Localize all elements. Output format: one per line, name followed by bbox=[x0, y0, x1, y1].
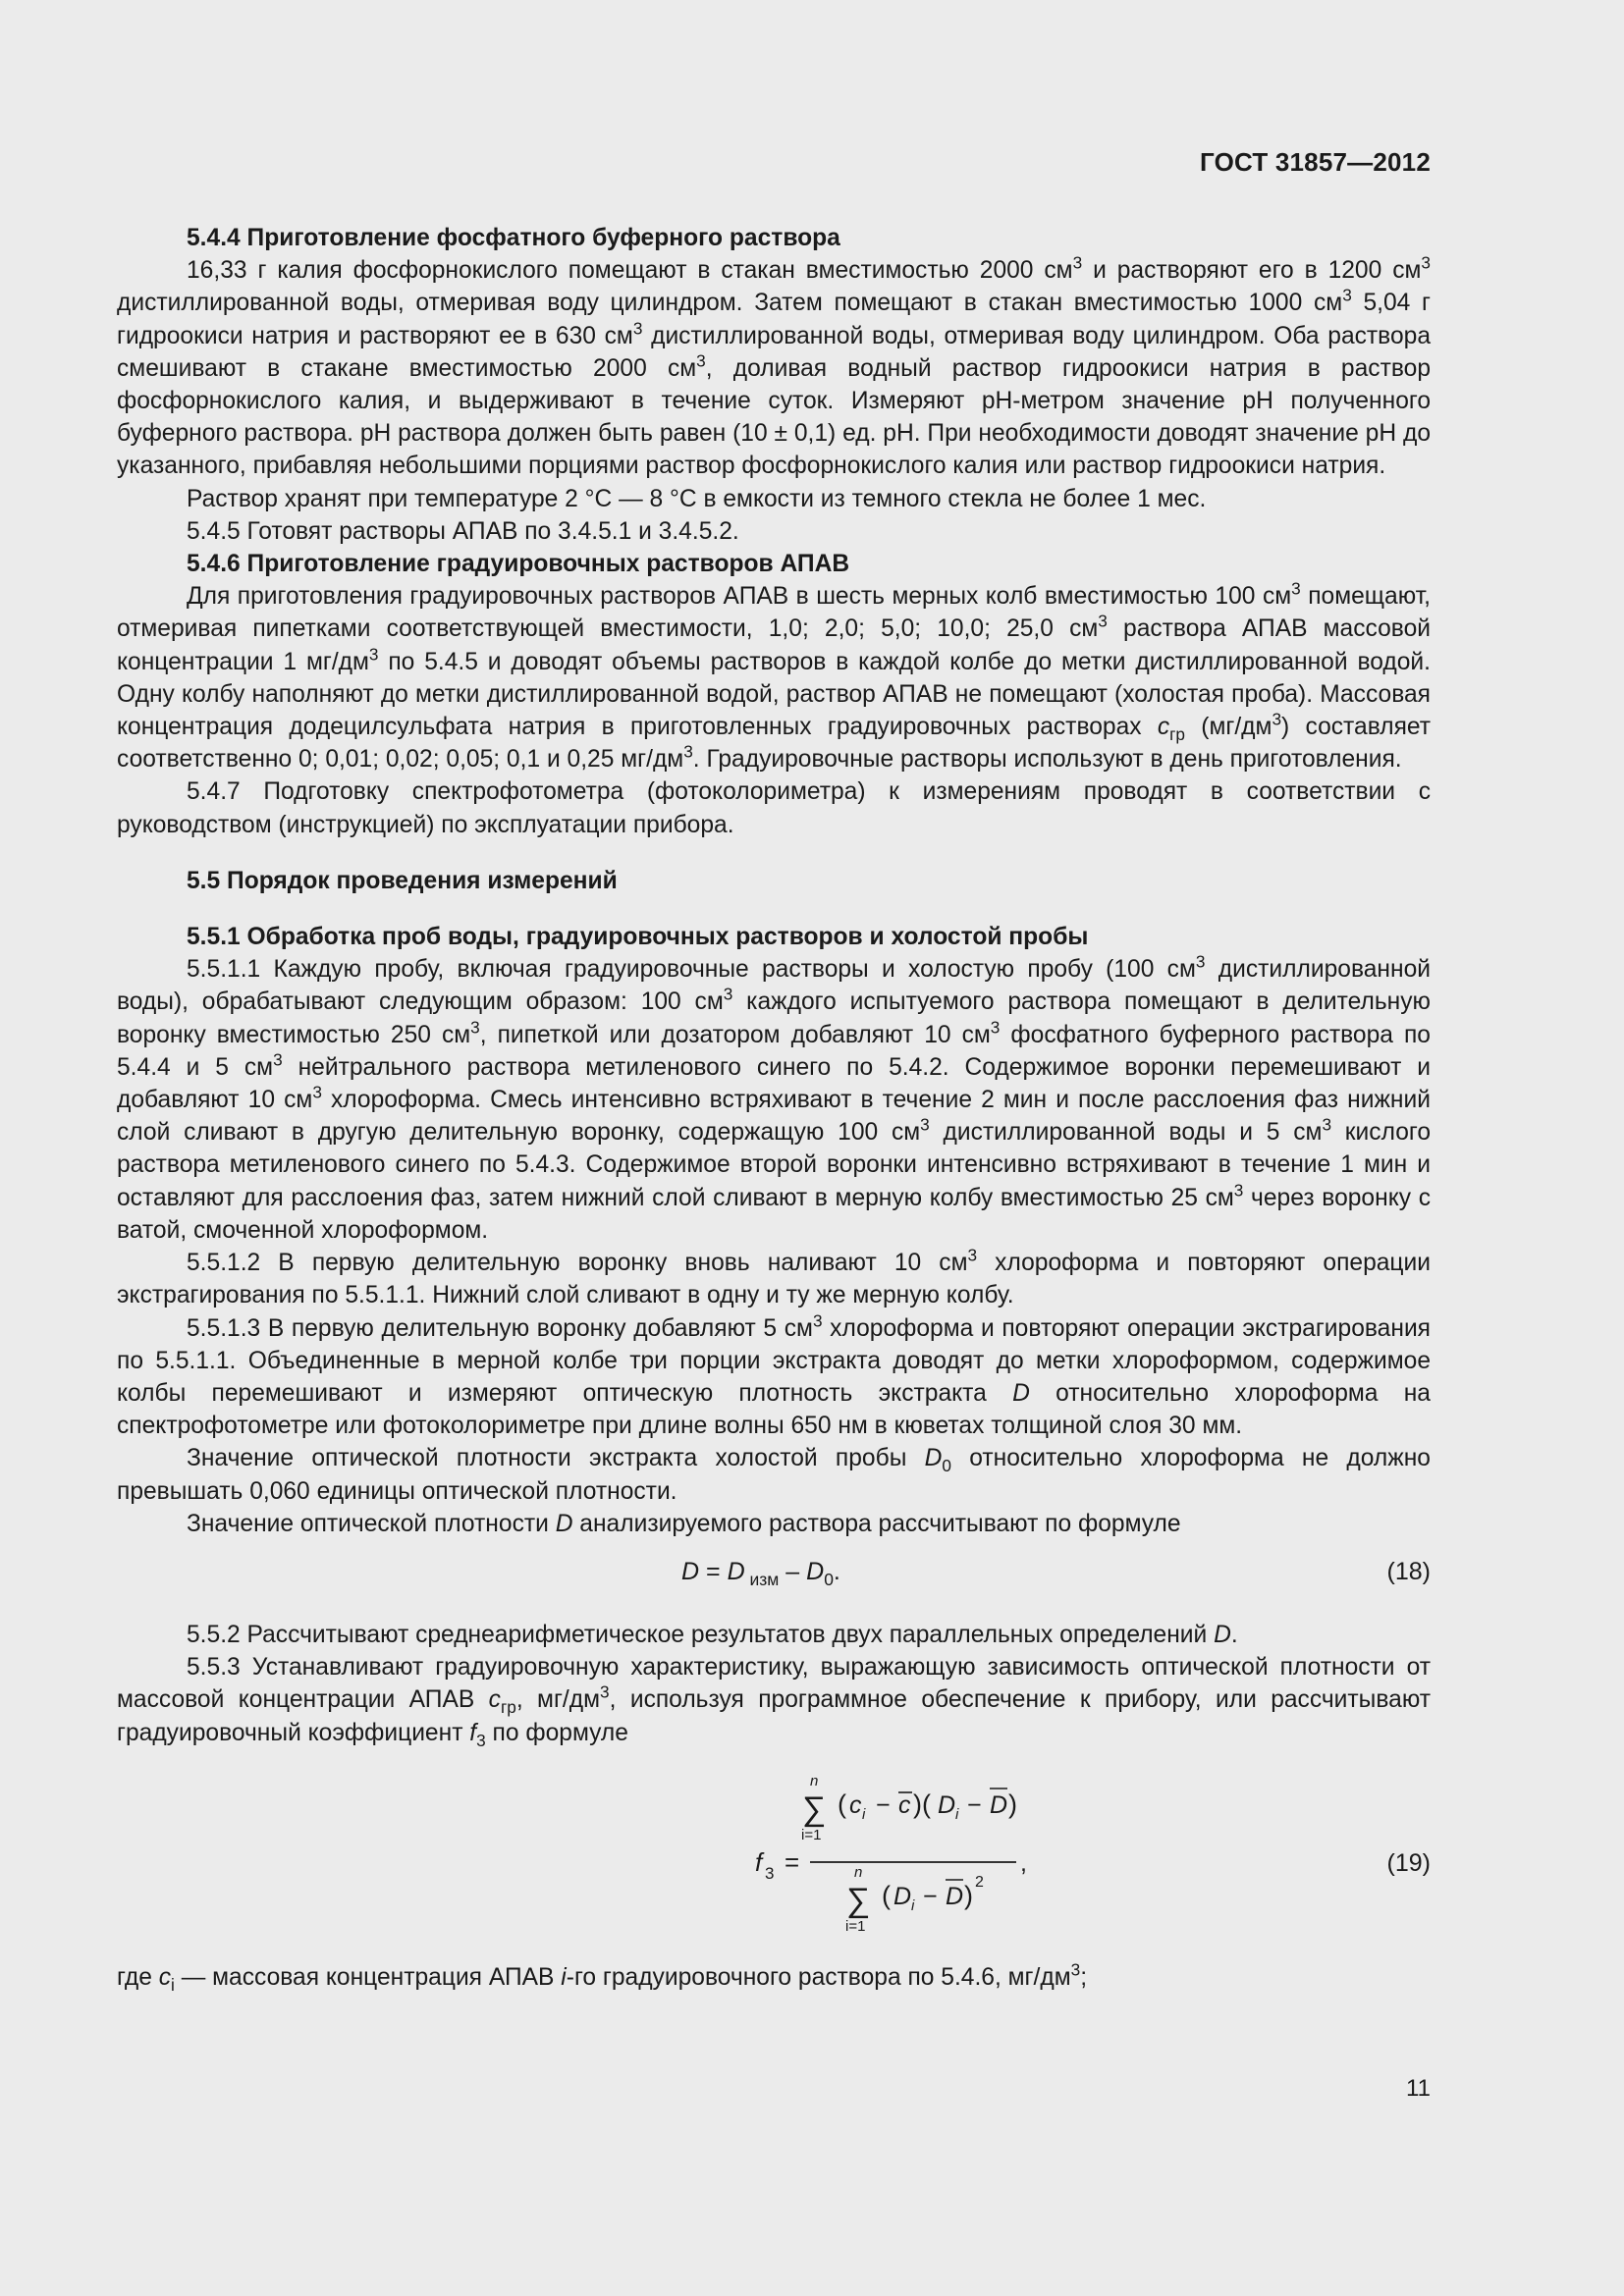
paragraph-5-4-5: 5.4.5 Готовят растворы АПАВ по 3.4.5.1 и 3.4.5.2. bbox=[187, 517, 739, 545]
paragraph-optical-density-intro: Значение оптической плотности D анализируемого раствора рассчитывают по формуле bbox=[187, 1510, 1181, 1537]
formula-19-num-mid: )( bbox=[913, 1789, 931, 1819]
formula-19-den-upper-limit: n bbox=[854, 1863, 863, 1881]
formula-19-den-Di-sub: i bbox=[911, 1896, 915, 1914]
formula-19-den-Dbar: D bbox=[946, 1882, 964, 1910]
formula-19-comma: , bbox=[1020, 1848, 1027, 1877]
paragraph-where-ci: где $c_i$ — массовая концентрация АПАВ i-го градуировочного раствора по 5.4.6, $мг/дм^3$; bbox=[117, 1959, 1088, 1995]
formula-19-num-minus2: − bbox=[967, 1790, 982, 1819]
formula-19-den-Di: D bbox=[893, 1882, 912, 1910]
formula-19-num-Di-sub: i bbox=[955, 1805, 959, 1823]
formula-19-num-upper-limit: n bbox=[810, 1772, 819, 1789]
paragraph-5-4-4-2: Раствор хранят при температуре 2 °C — 8 °C в емкости из темного стекла не более 1 мес. bbox=[187, 485, 1207, 512]
paragraph-blank-sample-limit: Значение оптической плотности экстракта холостой пробы $D_0$ относительно хлороформа не должно превышать 0,060 единицы оптической плотности. bbox=[117, 1445, 1431, 1505]
formula-18-number: (18) bbox=[1386, 1557, 1431, 1585]
formula-19-den-exponent: 2 bbox=[975, 1873, 984, 1891]
formula-19-den-minus: − bbox=[923, 1882, 938, 1910]
formula-19-num-sigma: ∑ bbox=[802, 1789, 827, 1828]
paragraph-5-5-2: 5.5.2 Рассчитывают среднеарифметическое результатов двух параллельных определений D. bbox=[187, 1621, 1238, 1648]
formula-19-number: (19) bbox=[1386, 1848, 1431, 1877]
document-body bbox=[117, 222, 1431, 1994]
formula-19-lhs: f bbox=[755, 1846, 763, 1877]
formula-19-num-lower-limit: i=1 bbox=[801, 1826, 822, 1843]
paragraph-5-4-6: Для приготовления градуировочных растворов АПАВ в шесть мерных колб вместимостью 100 $см^3$ помещают, отмеривая пипетками соответствующей вместимости, 1,0; 2,0; 5,0; 10,0; 25,0 $см^3$ раствора АПАВ массовой концентрации 1 $мг/дм^3$ по 5.4.5 и доводят объемы растворов в каждой колбе до метки дистиллированной водой. Одну колбу наполняют до метки дистиллированной водой, раствор АПАВ не помещают (холостая проба). Массовая концентрация додецилсульфата натрия в приготовленных градуировочных растворах $c_{гр}$ $(мг/дм^3)$ составляет соответственно 0; 0,01; 0,02; 0,05; 0,1 и 0,25 $мг/дм^3$. Градуировочные растворы используют в день приготовления. bbox=[117, 578, 1432, 774]
formula-19-num-minus1: − bbox=[876, 1790, 891, 1819]
paragraph-5-4-4-1: 16,33 г калия фосфорнокислого помещают в стакан вместимостью 2000 $см^3$ и растворяют его в 1200 $см^3$ дистиллированной воды, отмеривая воду цилиндром. Затем помещают в стакан вместимостью 1000 $см^3$ 5,04 г гидроокиси натрия и растворяют ее в 630 $см^3$ дистиллированной воды, отмеривая воду цилиндром. Оба раствора смешивают в стакане вместимостью 2000 $см^3$, доливая водный раствор гидроокиси натрия в раствор фосфорнокислого калия, и выдерживают в течение суток. Измеряют pH-метром значение pH полученного буферного раствора. pH раствора должен быть равен (10 ± 0,1) ед. pH. При необходимости доводят значение pH до указанного, прибавляя небольшими порциями раствор фосфорнокислого калия или раствор гидроокиси натрия. bbox=[117, 252, 1431, 480]
formula-19-num-Dbar: D bbox=[990, 1790, 1008, 1819]
section-heading-5-5: 5.5 Порядок проведения измерений bbox=[187, 867, 618, 894]
formula-19-num-ci: c bbox=[849, 1790, 862, 1819]
formula-19 bbox=[117, 1769, 1431, 1955]
paragraph-5-5-1-2: 5.5.1.2 В первую делительную воронку вновь наливают 10 $см^3$ хлороформа и повторяют операции экстрагирования по 5.5.1.1. Нижний слой сливают в одну и ту же мерную колбу. bbox=[117, 1245, 1431, 1309]
formula-19-num-open: ( bbox=[838, 1789, 846, 1819]
formula-18 bbox=[117, 1548, 1431, 1615]
formula-19-equals: = bbox=[785, 1846, 800, 1877]
formula-19-num-ci-sub: i bbox=[862, 1805, 866, 1823]
formula-19-num-cbar: c bbox=[898, 1790, 911, 1819]
formula-19-den-sigma: ∑ bbox=[846, 1881, 871, 1919]
formula-19-den-lower-limit: i=1 bbox=[845, 1917, 866, 1935]
page-number: 11 bbox=[1406, 2075, 1431, 2102]
paragraph-5-4-7: 5.4.7 Подготовку спектрофотометра (фотоколориметра) к измерениям проводят в соответствии с руководством (инструкцией) по эксплуатации прибора. bbox=[117, 778, 1431, 838]
paragraph-5-5-1-3: 5.5.1.3 В первую делительную воронку добавляют 5 $см^3$ хлороформа и повторяют операции экстрагирования по 5.5.1.1. Объединенные в мерной колбе три порции экстракта доводят до метки хлороформом, содержимое колбы перемешивают и измеряют оптическую плотность экстракта D относительно хлороформа на спектрофотометре или фотоколориметре при длине волны 650 нм в кюветах толщиной слоя 30 мм. bbox=[117, 1310, 1431, 1440]
formula-19-num-Di: D bbox=[938, 1790, 956, 1819]
formula-19-expression bbox=[627, 1769, 1040, 1955]
section-heading-5-4-6: 5.4.6 Приготовление градуировочных растворов АПАВ bbox=[187, 551, 850, 578]
section-heading-5-5-1: 5.5.1 Обработка проб воды, градуировочных растворов и холостой пробы bbox=[187, 924, 1089, 951]
formula-19-den-close: ) bbox=[964, 1880, 973, 1910]
formula-19-lhs-sub: 3 bbox=[765, 1863, 775, 1883]
paragraph-5-5-1-1: 5.5.1.1 Каждую пробу, включая градуировочные растворы и холостую пробу (100 $см^3$ дистиллированной воды), обрабатывают следующим образом: 100 $см^3$ каждого испытуемого раствора помещают в делительную воронку вместимостью 250 $см^3$, пипеткой или дозатором добавляют 10 $см^3$ фосфатного буферного раствора по 5.4.4 и 5 $см^3$ нейтрального раствора метиленового синего по 5.4.2. Содержимое воронки перемешивают и добавляют 10 $см^3$ хлороформа. Смесь интенсивно встряхивают в течение 2 мин и после расслоения фаз нижний слой сливают в другую делительную воронку, содержащую 100 $см^3$ дистиллированной воды и 5 $см^3$ кислого раствора метиленового синего по 5.4.3. Содержимое второй воронки интенсивно встряхивают в течение 1 мин и оставляют для расслоения фаз, затем нижний слой сливают в мерную колбу вместимостью 25 $см^3$ через воронку с ватой, смоченной хлороформом. bbox=[117, 951, 1431, 1244]
section-heading-5-4-4: 5.4.4 Приготовление фосфатного буферного раствора bbox=[187, 225, 840, 251]
formula-19-num-close: ) bbox=[1008, 1789, 1017, 1819]
document-code: ГОСТ 31857—2012 bbox=[1200, 147, 1431, 177]
paragraph-5-5-3: 5.5.3 Устанавливают градуировочную характеристику, выражающую зависимость оптической плотности от массовой концентрации АПАВ $c_{гр}$, $мг/дм^3$, используя программное обеспечение к прибору, или рассчитывают градуировочный коэффициент $f_3$ по формуле bbox=[117, 1654, 1431, 1750]
formula-18-expression: D = D $_{изм} - D_0$. bbox=[681, 1557, 840, 1590]
formula-19-den-open: ( bbox=[882, 1880, 891, 1910]
